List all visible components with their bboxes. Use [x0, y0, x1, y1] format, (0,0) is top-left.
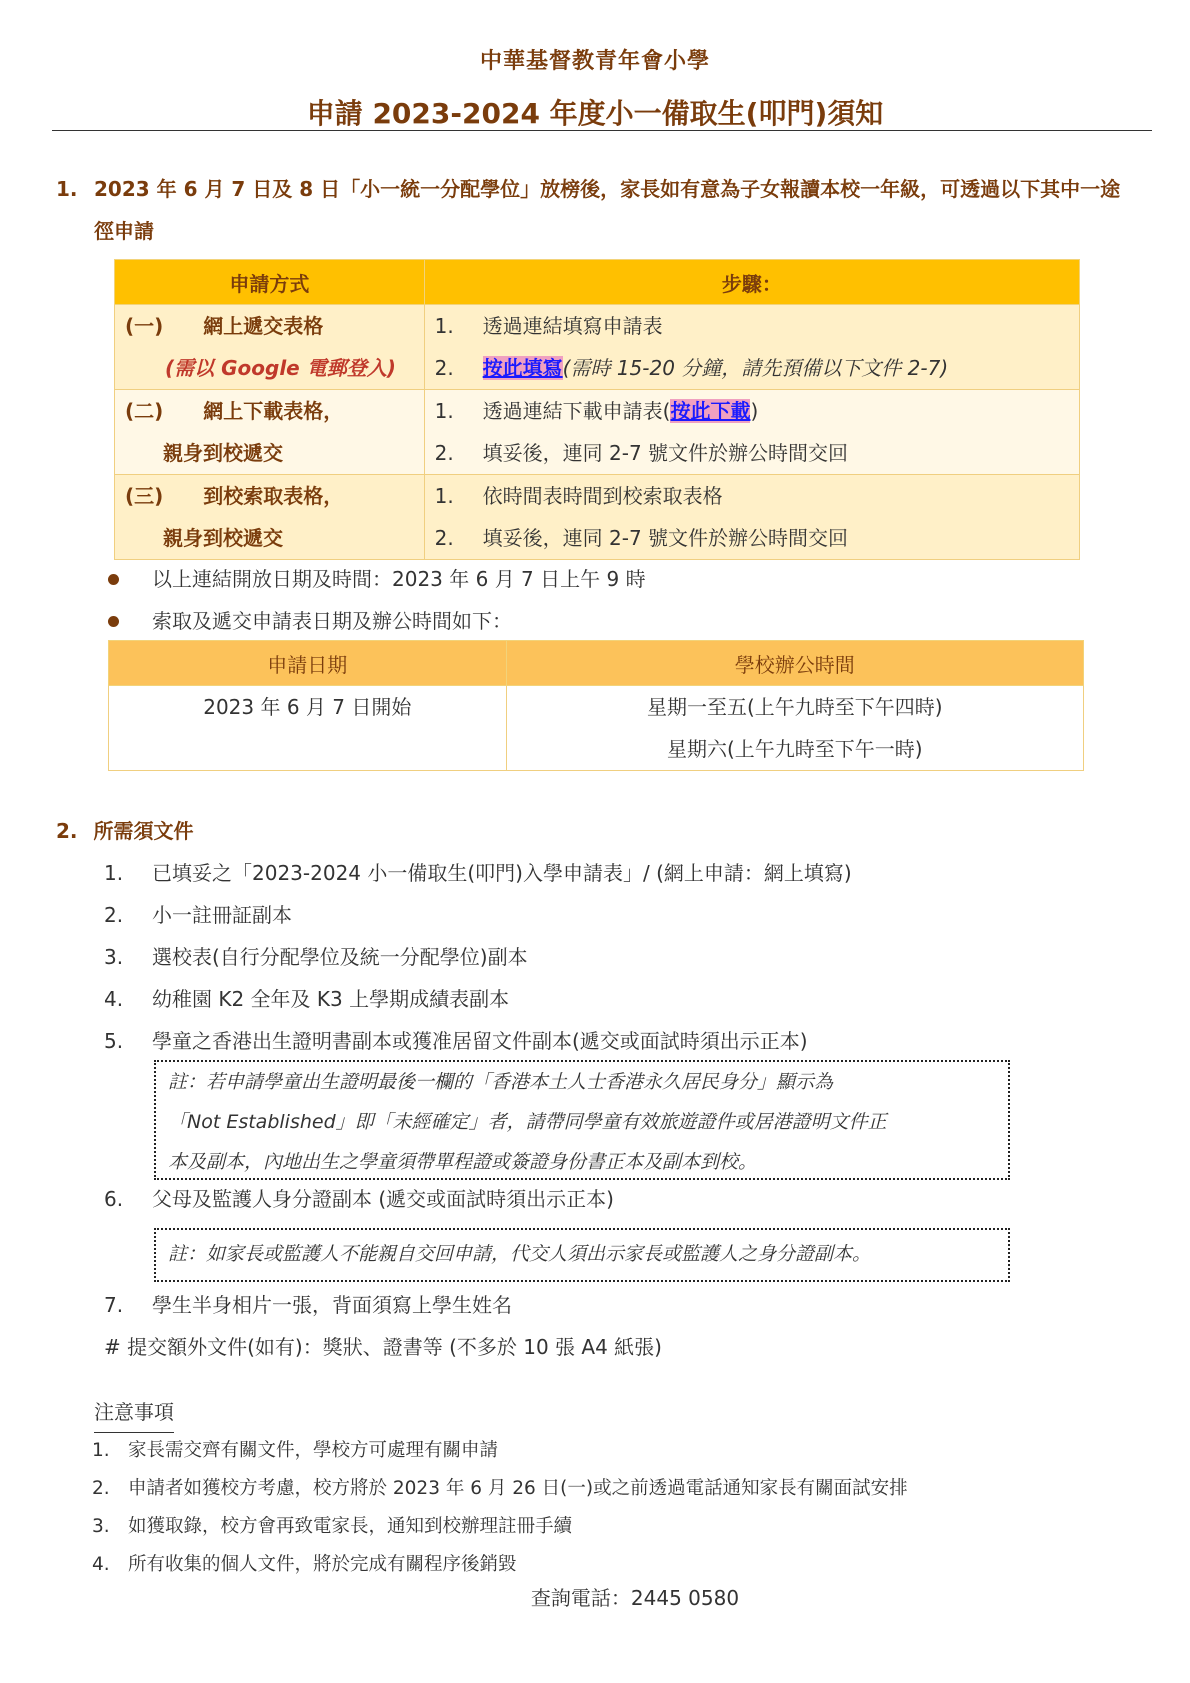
step-item: 1. 透過連結下載申請表(按此下載)	[434, 399, 759, 423]
office-hours	[506, 686, 1083, 771]
office-hours-table	[108, 640, 1084, 771]
list-item: 1. 家長需交齊有關文件，學校方可處理有關申請	[92, 1440, 499, 1461]
page-title: 申請 2023-2024 年度小一備取生(叩門)須知	[306, 97, 884, 130]
table-row	[115, 475, 1080, 560]
method-label-line2: 親身到校遞交	[163, 441, 283, 465]
list-item: 4. 所有收集的個人文件，將於完成有關程序後銷毀	[92, 1554, 517, 1575]
method-label: (二) 網上下載表格，	[125, 399, 344, 423]
step-item: 2. 按此填寫(需時 15-20 分鐘，請先預備以下文件 2-7)	[434, 356, 949, 380]
hours-saturday: 星期六(上午九時至下午一時)	[667, 737, 923, 761]
method-label: (三) 到校索取表格，	[125, 484, 344, 508]
info-bullets	[104, 558, 646, 642]
note-guardian-id: 註：如家長或監護人不能親自交回申請，代交人須出示家長或監護人之身分證副本。	[154, 1228, 1010, 1282]
column-header-date: 申請日期	[109, 641, 507, 686]
title-divider	[52, 130, 1152, 131]
extra-documents: # 提交額外文件(如有)：獎狀、證書等 (不多於 10 張 A4 紙張)	[104, 1335, 662, 1359]
hours-weekday: 星期一至五(上午九時至下午四時)	[647, 695, 943, 719]
list-item: 2. 小一註冊証副本	[104, 903, 292, 927]
section-number: 1.	[56, 177, 78, 201]
notes-heading: 注意事項	[94, 1392, 174, 1433]
school-name: 中華基督教青年會小學	[479, 49, 710, 74]
list-item: 2. 申請者如獲校方考慮，校方將於 2023 年 6 月 26 日(一)或之前透過電話通知家長有關面試安排	[92, 1478, 908, 1499]
section-text: 2023 年 6 月 7 日及 8 日「小一統一分配學位」放榜後，家長如有意為子女報讀本校一年級，可透過以下其中一途徑申請	[94, 177, 1121, 243]
column-header-steps: 步驟：	[424, 260, 1079, 305]
step-item: 2. 填妥後，連同 2-7 號文件於辦公時間交回	[434, 526, 849, 550]
list-item: 5. 學童之香港出生證明書副本或獲准居留文件副本(遞交或面試時須出示正本)	[104, 1029, 808, 1053]
table-row	[115, 390, 1080, 475]
section-number: 2.	[56, 819, 78, 843]
document-list-item-7	[104, 1284, 512, 1326]
list-item: 3. 如獲取錄，校方會再致電家長，通知到校辦理註冊手續	[92, 1516, 573, 1537]
method-note: (需以 Google 電郵登入)	[165, 356, 396, 380]
notes-list	[92, 1432, 908, 1584]
bullet-item: 以上連結開放日期及時間：2023 年 6 月 7 日上午 9 時	[104, 558, 646, 600]
method-label: (一) 網上遞交表格	[125, 314, 324, 338]
column-header-method: 申請方式	[115, 260, 425, 305]
step-item: 1. 依時間表時間到校索取表格	[434, 484, 723, 508]
fill-online-link[interactable]: 按此填寫	[482, 356, 563, 380]
list-item: 6. 父母及監護人身分證副本 (遞交或面試時須出示正本)	[104, 1187, 614, 1211]
application-date: 2023 年 6 月 7 日開始	[109, 686, 507, 771]
document-list-item-6	[104, 1178, 614, 1220]
download-form-link[interactable]: 按此下載	[670, 399, 751, 423]
table-row	[115, 305, 1080, 390]
note-birth-certificate: 註：若申請學童出生證明最後一欄的「香港本土人士香港永久居民身分」顯示為 「Not Established」即「未經確定」者，請帶同學童有效旅遊證件或居港證明文件正 本及副本，內地出生之學童須帶單程證或簽證身份書正本及副本到校。	[154, 1060, 1010, 1180]
application-methods-table	[114, 259, 1080, 560]
method-label-line2: 親身到校遞交	[163, 526, 283, 550]
list-item: 3. 選校表(自行分配學位及統一分配學位)副本	[104, 945, 528, 969]
bullet-item: 索取及遞交申請表日期及辦公時間如下：	[104, 600, 646, 642]
contact-phone: 查詢電話：2445 0580	[530, 1586, 740, 1610]
list-item: 1. 已填妥之「2023-2024 小一備取生(叩門)入學申請表」/ (網上申請：網上填寫)	[104, 861, 852, 885]
step-item: 1. 透過連結填寫申請表	[434, 314, 663, 338]
column-header-hours: 學校辦公時間	[506, 641, 1083, 686]
step-item: 2. 填妥後，連同 2-7 號文件於辦公時間交回	[434, 441, 849, 465]
list-item: 4. 幼稚園 K2 全年及 K3 上學期成績表副本	[104, 987, 510, 1011]
section-2-heading: 2. 所需須文件	[56, 819, 194, 843]
table-row	[109, 686, 1084, 771]
document-list-top	[104, 852, 852, 1062]
list-item: 7. 學生半身相片一張，背面須寫上學生姓名	[104, 1293, 512, 1317]
